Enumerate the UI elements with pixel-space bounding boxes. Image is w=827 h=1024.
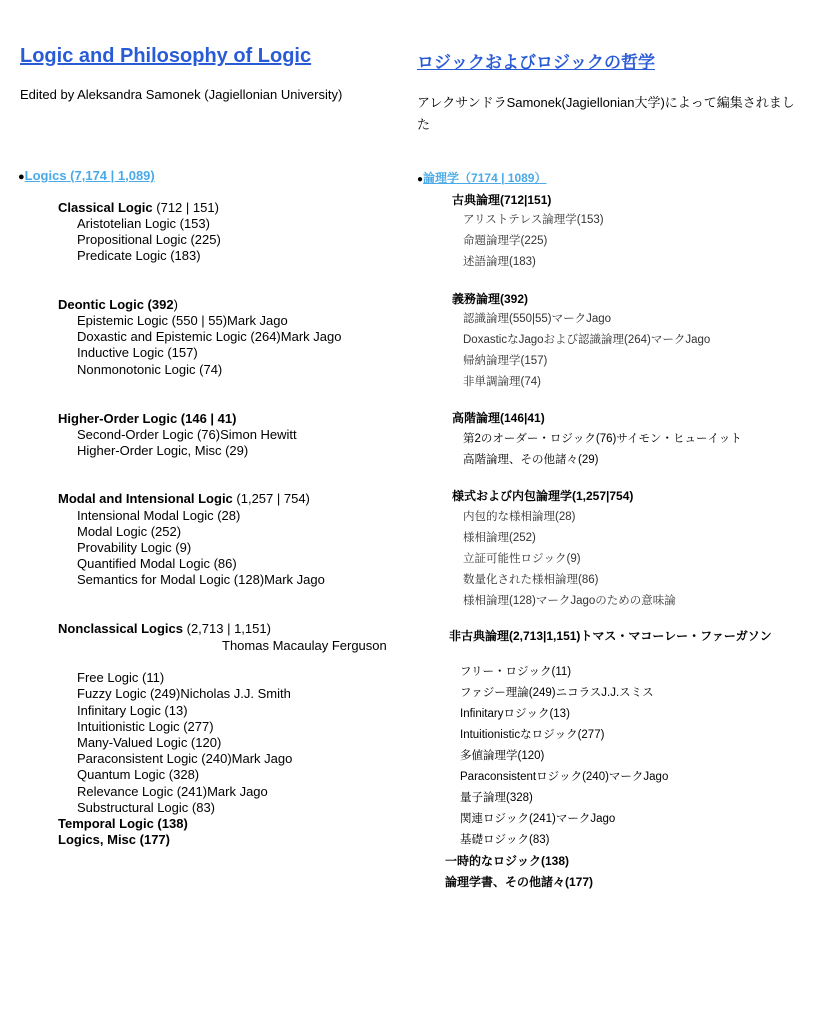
temporal-logic-heading-jp[interactable]: 一時的なロジック(138)	[445, 854, 570, 868]
logics-link-jp[interactable]: 論理学（7174 | 1089）	[423, 171, 547, 185]
list-item[interactable]: Inductive Logic (157)	[77, 345, 198, 360]
list-item[interactable]: Free Logic (11)	[77, 670, 165, 685]
list-item[interactable]: Relevance Logic (241)Mark Jago	[77, 784, 268, 799]
nonclassical-logics-name: Nonclassical Logics	[58, 621, 183, 636]
list-item[interactable]: Modal Logic (252)	[77, 524, 182, 539]
list-item[interactable]: フリー・ロジック(11)	[460, 666, 572, 678]
nonclassical-editor[interactable]: Thomas Macaulay Ferguson	[222, 638, 387, 653]
editor-credit: Edited by Aleksandra Samonek (Jagiellonian University)	[20, 87, 343, 102]
list-item[interactable]: Aristotelian Logic (153)	[77, 216, 210, 231]
deontic-logic-count: )	[173, 297, 178, 312]
list-item[interactable]: 高階論理、その他諸々(29)	[463, 454, 599, 466]
list-item[interactable]: Quantified Modal Logic (86)	[77, 556, 237, 571]
list-item[interactable]: 命題論理学(225)	[463, 235, 548, 247]
list-item[interactable]: 帰納論理学(157)	[463, 355, 548, 367]
list-item[interactable]: Substructural Logic (83)	[77, 800, 216, 815]
list-item[interactable]: Second-Order Logic (76)Simon Hewitt	[77, 427, 297, 442]
list-item[interactable]: Quantum Logic (328)	[77, 767, 200, 782]
list-item[interactable]: 第2のオーダー・ロジック(76)サイモン・ヒューイット	[463, 433, 742, 445]
deontic-logic-heading-jp[interactable]: 義務論理(392)	[452, 292, 529, 306]
list-item[interactable]: Paraconsistentロジック(240)マークJago	[460, 771, 669, 783]
list-item[interactable]: 立証可能性ロジック(9)	[463, 553, 581, 565]
list-item[interactable]: 様相論理(252)	[463, 532, 536, 544]
logics-category-jp	[417, 169, 546, 187]
higher-order-logic-name: Higher-Order Logic (146 | 41)	[58, 411, 237, 426]
temporal-logic-heading[interactable]	[58, 816, 188, 831]
list-item[interactable]: 認識論理(550|55)マークJago	[463, 313, 612, 325]
temporal-logic-name: Temporal Logic (138)	[58, 816, 188, 831]
modal-logic-heading[interactable]	[58, 491, 310, 506]
page-title[interactable]: Logic and Philosophy of Logic	[20, 45, 312, 67]
list-item[interactable]: 述語論理(183)	[463, 256, 536, 268]
list-item[interactable]: Many-Valued Logic (120)	[77, 735, 222, 750]
logics-link[interactable]: Logics (7,174 | 1,089)	[24, 168, 155, 183]
higher-order-logic-heading-jp[interactable]: 高階論理(146|41)	[452, 411, 545, 425]
list-item[interactable]: ファジー理論(249)ニコラスJ.J.スミス	[460, 687, 654, 699]
list-item[interactable]: Semantics for Modal Logic (128)Mark Jago	[77, 572, 325, 587]
classical-logic-heading-jp[interactable]: 古典論理(712|151)	[452, 193, 552, 207]
page-title-jp[interactable]: ロジックおよびロジックの哲学	[417, 53, 655, 72]
list-item[interactable]: 多値論理学(120)	[460, 750, 545, 762]
classical-logic-name: Classical Logic	[58, 200, 153, 215]
list-item[interactable]: Higher-Order Logic, Misc (29)	[77, 443, 249, 458]
list-item[interactable]: 関連ロジック(241)マークJago	[460, 813, 616, 825]
list-item[interactable]: 非単調論理(74)	[463, 376, 541, 388]
list-item[interactable]: 量子論理(328)	[460, 792, 533, 804]
logics-misc-heading[interactable]	[58, 832, 170, 847]
list-item[interactable]: Predicate Logic (183)	[77, 248, 201, 263]
modal-logic-heading-jp[interactable]: 様式および内包論理学(1,257|754)	[452, 489, 634, 503]
deontic-logic-heading[interactable]	[58, 297, 178, 312]
nonclassical-logics-count: (2,713 | 1,151)	[183, 621, 271, 636]
list-item[interactable]: Intuitionistic Logic (277)	[77, 719, 214, 734]
list-item[interactable]: 数量化された様相論理(86)	[463, 574, 599, 586]
nonclassical-logics-heading[interactable]	[58, 621, 271, 636]
list-item[interactable]: Infinitaryロジック(13)	[460, 708, 570, 720]
modal-logic-name: Modal and Intensional Logic	[58, 491, 233, 506]
list-item[interactable]: Doxastic and Epistemic Logic (264)Mark Jago	[77, 329, 342, 344]
logics-misc-name: Logics, Misc (177)	[58, 832, 170, 847]
list-item[interactable]: Intuitionisticなロジック(277)	[460, 729, 605, 741]
list-item[interactable]: Propositional Logic (225)	[77, 232, 221, 247]
list-item[interactable]: 基礎ロジック(83)	[460, 834, 550, 846]
list-item[interactable]: Intensional Modal Logic (28)	[77, 508, 241, 523]
bullet-icon: ●	[18, 171, 25, 183]
list-item[interactable]: Infinitary Logic (13)	[77, 703, 188, 718]
editor-credit-jp: アレクサンドラSamonek(Jagiellonian大学)によって編集されました	[417, 95, 795, 132]
classical-logic-count: (712 | 151)	[152, 200, 219, 215]
bullet-icon: ●	[417, 174, 424, 185]
higher-order-logic-heading[interactable]	[58, 411, 236, 426]
list-item[interactable]: Provability Logic (9)	[77, 540, 192, 555]
modal-logic-count: (1,257 | 754)	[232, 491, 310, 506]
logics-category	[18, 167, 155, 185]
list-item[interactable]: 内包的な様相論理(28)	[463, 511, 576, 523]
list-item[interactable]: Fuzzy Logic (249)Nicholas J.J. Smith	[77, 686, 291, 701]
nonclassical-logics-heading-jp[interactable]: 非古典論理(2,713|1,151)トマス・マコーレー・ファーガソン	[449, 629, 772, 643]
list-item[interactable]: Epistemic Logic (550 | 55)Mark Jago	[77, 313, 288, 328]
list-item[interactable]: DoxasticなJagoおよび認識論理(264)マークJago	[463, 334, 711, 346]
list-item[interactable]: アリストテレス論理学(153)	[463, 214, 604, 226]
logics-misc-heading-jp[interactable]: 論理学書、その他諸々(177)	[445, 875, 594, 889]
list-item[interactable]: Paraconsistent Logic (240)Mark Jago	[77, 751, 293, 766]
classical-logic-heading[interactable]	[58, 200, 219, 215]
deontic-logic-name: Deontic Logic (392	[58, 297, 174, 312]
list-item[interactable]: Nonmonotonic Logic (74)	[77, 362, 223, 377]
list-item[interactable]: 様相論理(128)マークJagoのための意味論	[463, 595, 676, 607]
